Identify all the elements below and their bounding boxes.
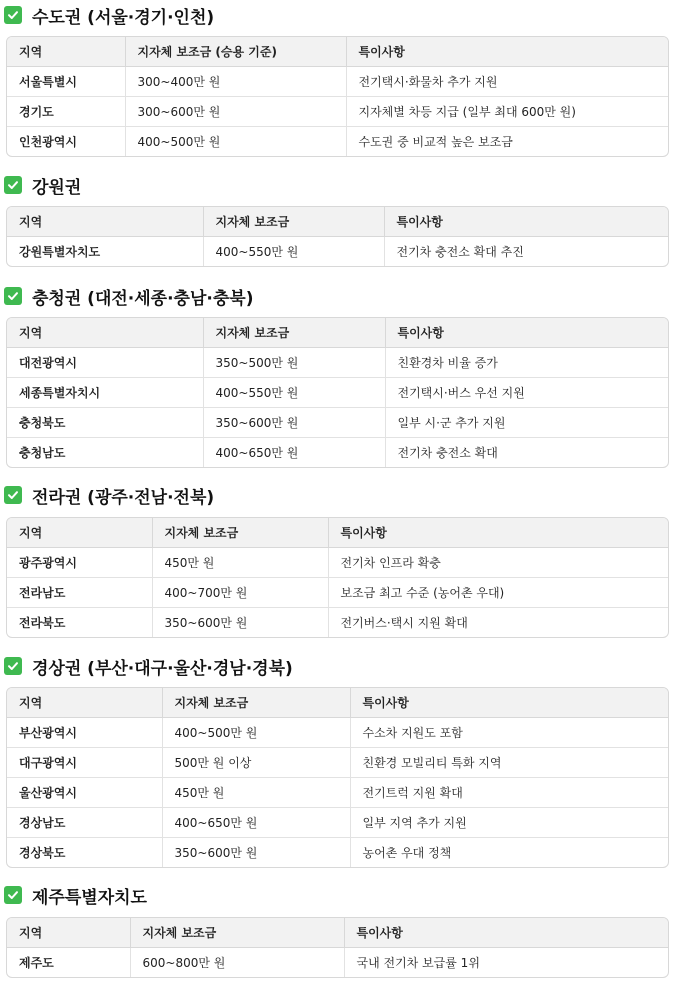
section-title: 수도권 (서울·경기·인천) [32, 7, 215, 28]
subsidy-cell: 400~550만 원 [203, 378, 385, 408]
region-cell: 인천광역시 [7, 127, 125, 157]
region-cell: 제주도 [7, 948, 130, 978]
table-row [7, 718, 668, 748]
table-row [7, 578, 668, 608]
subsidy-cell: 400~650만 원 [203, 438, 385, 468]
note-cell: 전기차 충전소 확대 추진 [396, 245, 524, 259]
region-cell: 경기도 [7, 97, 125, 127]
column-header: 특이사항 [344, 918, 668, 948]
region-cell: 대구광역시 [7, 748, 162, 778]
table-row [7, 838, 668, 868]
region-cell: 강원특별자치도 [7, 237, 203, 267]
column-header: 지자체 보조금 [162, 688, 350, 718]
subsidy-table [6, 517, 669, 638]
table-row [7, 348, 668, 378]
section-heading [4, 283, 253, 309]
section-title: 전라권 (광주·전남·전북) [32, 487, 215, 508]
subsidy-cell: 400~550만 원 [203, 237, 384, 267]
section-title: 제주특별자치도 [32, 887, 147, 908]
region-cell: 경상북도 [7, 838, 162, 868]
checkbox-icon [4, 176, 22, 194]
note-cell: 국내 전기차 보급률 1위 [356, 956, 480, 970]
table-row [7, 748, 668, 778]
subsidy-table [6, 917, 669, 978]
column-header: 지역 [7, 688, 162, 718]
note-cell: 전기차 충전소 확대 [397, 446, 498, 460]
table-row [7, 378, 668, 408]
note-cell: 친환경차 비율 증가 [385, 348, 668, 378]
note-cell: 농어촌 우대 정책 [362, 846, 452, 860]
note-cell: 친환경 모빌리티 특화 지역 [350, 748, 668, 778]
subsidy-table [6, 36, 669, 157]
column-header: 지역 [7, 518, 152, 548]
subsidy-cell: 400~500만 원 [125, 127, 346, 157]
note-cell: 수소차 지원도 포함 [350, 718, 668, 748]
region-cell: 서울특별시 [7, 67, 125, 97]
subsidy-cell: 300~400만 원 [125, 67, 346, 97]
subsidy-cell: 450만 원 [152, 548, 328, 578]
table-row [7, 808, 668, 838]
table-row [7, 127, 668, 157]
column-header: 특이사항 [350, 688, 668, 718]
table-row [7, 548, 668, 578]
subsidy-table [6, 687, 669, 868]
column-header: 지자체 보조금 (승용 기준) [125, 37, 346, 67]
table-header-row [7, 318, 668, 348]
region-cell: 부산광역시 [7, 718, 162, 748]
region-cell: 대전광역시 [7, 348, 203, 378]
column-header: 지역 [7, 918, 130, 948]
table-row [7, 237, 668, 267]
column-header: 지자체 보조금 [130, 918, 344, 948]
region-cell: 경상남도 [7, 808, 162, 838]
section-title: 경상권 (부산·대구·울산·경남·경북) [32, 658, 293, 679]
table-row [7, 948, 668, 978]
section-title: 강원권 [32, 177, 82, 198]
section-heading [4, 653, 293, 679]
column-header: 지자체 보조금 [203, 318, 385, 348]
section-heading [4, 172, 81, 198]
region-cell: 충청북도 [7, 408, 203, 438]
column-header: 특이사항 [384, 207, 668, 237]
note-cell: 일부 지역 추가 지원 [350, 808, 668, 838]
subsidy-table [6, 317, 669, 468]
subsidy-cell: 350~600만 원 [203, 408, 385, 438]
section-heading [4, 2, 214, 28]
section-heading [4, 482, 214, 508]
table-header-row [7, 688, 668, 718]
note-cell: 전기트럭 지원 확대 [350, 778, 668, 808]
column-header: 지역 [7, 207, 203, 237]
table-row [7, 778, 668, 808]
subsidy-cell: 400~650만 원 [162, 808, 350, 838]
note-cell: 일부 시·군 추가 지원 [385, 408, 668, 438]
column-header: 지역 [7, 318, 203, 348]
note-cell: 지자체별 차등 지급 (일부 최대 600만 원) [346, 97, 668, 127]
note-cell: 전기택시·화물차 추가 지원 [346, 67, 668, 97]
column-header: 지자체 보조금 [152, 518, 328, 548]
section-title: 충청권 (대전·세종·충남·충북) [32, 288, 254, 309]
table-header-row [7, 37, 668, 67]
table-header-row [7, 518, 668, 548]
subsidy-cell: 400~500만 원 [162, 718, 350, 748]
region-cell: 충청남도 [7, 438, 203, 468]
region-cell: 세종특별자치시 [7, 378, 203, 408]
subsidy-cell: 300~600만 원 [125, 97, 346, 127]
region-cell: 광주광역시 [7, 548, 152, 578]
column-header: 지역 [7, 37, 125, 67]
column-header: 특이사항 [328, 518, 668, 548]
subsidy-cell: 350~600만 원 [162, 838, 350, 868]
note-cell: 전기버스·택시 지원 확대 [340, 616, 468, 630]
column-header: 특이사항 [346, 37, 668, 67]
checkbox-icon [4, 287, 22, 305]
note-cell: 보조금 최고 수준 (농어촌 우대) [328, 578, 668, 608]
note-cell: 전기택시·버스 우선 지원 [385, 378, 668, 408]
subsidy-cell: 500만 원 이상 [162, 748, 350, 778]
subsidy-table [6, 206, 669, 267]
subsidy-cell: 400~700만 원 [152, 578, 328, 608]
region-cell: 전라북도 [7, 608, 152, 638]
subsidy-cell: 600~800만 원 [130, 948, 344, 978]
column-header: 지자체 보조금 [203, 207, 384, 237]
note-cell: 전기차 인프라 확충 [328, 548, 668, 578]
subsidy-cell: 350~600만 원 [152, 608, 328, 638]
table-row [7, 438, 668, 468]
table-row [7, 67, 668, 97]
subsidy-cell: 450만 원 [162, 778, 350, 808]
table-row [7, 608, 668, 638]
region-cell: 전라남도 [7, 578, 152, 608]
region-cell: 울산광역시 [7, 778, 162, 808]
checkbox-icon [4, 486, 22, 504]
table-header-row [7, 918, 668, 948]
subsidy-cell: 350~500만 원 [203, 348, 385, 378]
table-row [7, 97, 668, 127]
column-header: 특이사항 [385, 318, 668, 348]
checkbox-icon [4, 657, 22, 675]
checkbox-icon [4, 886, 22, 904]
checkbox-icon [4, 6, 22, 24]
section-heading [4, 882, 147, 908]
note-cell: 수도권 중 비교적 높은 보조금 [358, 135, 513, 149]
table-header-row [7, 207, 668, 237]
table-row [7, 408, 668, 438]
